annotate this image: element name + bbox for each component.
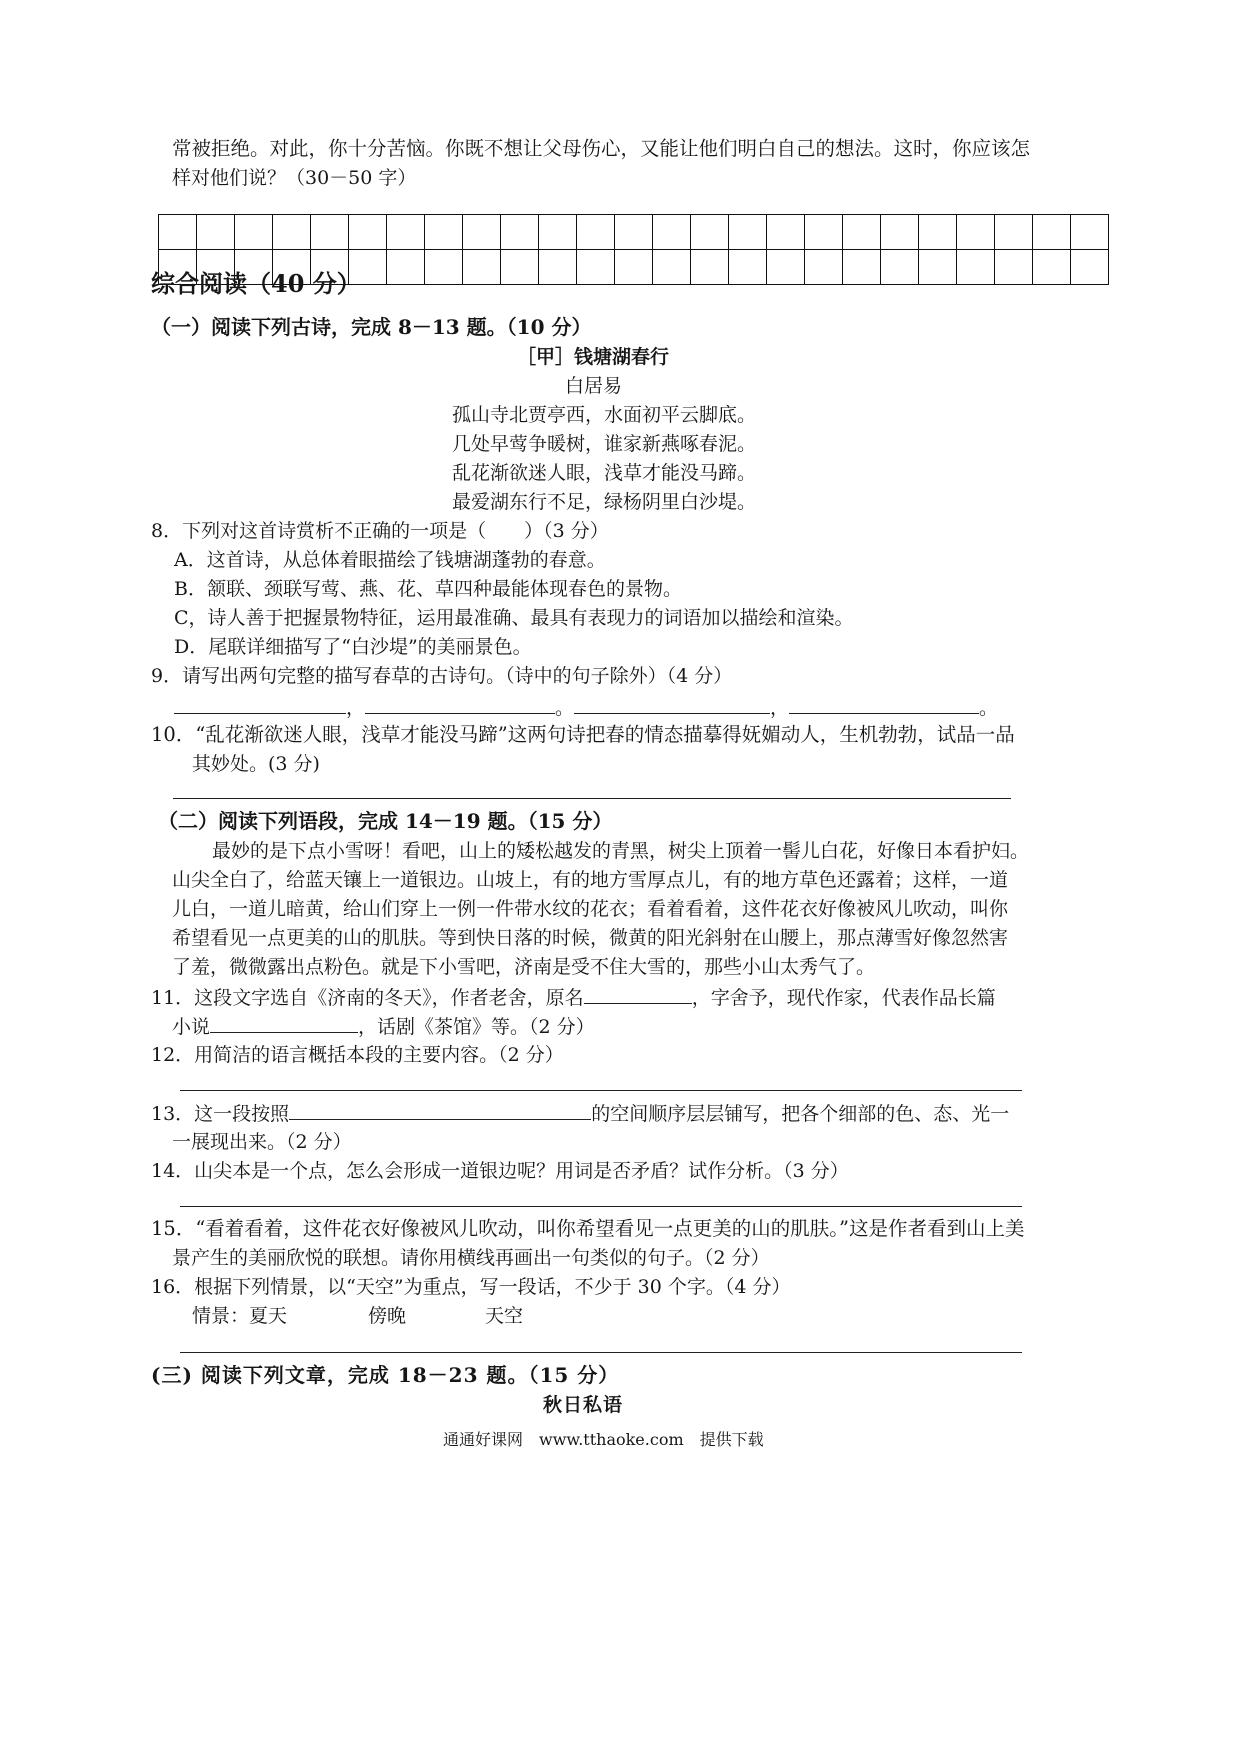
part3-heading: (三) 阅读下列文章，完成 18－23 题。（15 分） <box>151 1363 620 1387</box>
grid-cell[interactable] <box>1033 215 1071 250</box>
grid-cell[interactable] <box>425 250 463 285</box>
grid-cell[interactable] <box>691 250 729 285</box>
question-10-line2: 其妙处。(3 分) <box>192 753 320 775</box>
part2-heading: （二）阅读下列语段，完成 14－19 题。（15 分） <box>158 809 613 833</box>
grid-cell[interactable] <box>843 215 881 250</box>
answer-blank[interactable] <box>174 694 346 714</box>
passage-line: 山尖全白了，给蓝天镶上一道银边。山坡上，有的地方雪厚点儿，有的地方草色还露着；这样，一道 <box>172 869 1009 891</box>
question-16-scene-sky: 天空 <box>485 1305 524 1327</box>
grid-cell[interactable] <box>387 250 425 285</box>
grid-cell[interactable] <box>311 215 349 250</box>
grid-cell[interactable] <box>387 215 425 250</box>
grid-cell[interactable] <box>1071 250 1109 285</box>
period: 。 <box>555 697 575 719</box>
prev-question-line1: 常被拒绝。对此，你十分苦恼。你既不想让父母伤心，又能让他们明白自己的想法。这时，你应该怎 <box>172 137 1031 160</box>
question-16-scene-evening: 傍晚 <box>368 1305 407 1327</box>
poem-author: 白居易 <box>565 375 623 397</box>
question-11-text: ，话剧《茶馆》等。（2 分） <box>358 1016 595 1038</box>
grid-cell[interactable] <box>767 250 805 285</box>
section-title: 综合阅读（40 分） <box>151 269 361 298</box>
grid-cell[interactable] <box>919 250 957 285</box>
question-8: 8．下列对这首诗赏析不正确的一项是（ ）（3 分） <box>151 520 609 542</box>
grid-cell[interactable] <box>1033 250 1071 285</box>
answer-blank[interactable] <box>789 694 979 714</box>
grid-cell[interactable] <box>957 215 995 250</box>
comma: ， <box>346 697 366 719</box>
part1-heading: （一）阅读下列古诗，完成 8－13 题。（10 分） <box>151 315 592 339</box>
question-11-text: 11．这段文字选自《济南的冬天》，作者老舍，原名 <box>151 987 584 1009</box>
grid-cell[interactable] <box>881 215 919 250</box>
grid-cell[interactable] <box>653 215 691 250</box>
grid-cell[interactable] <box>919 215 957 250</box>
comma: ， <box>770 697 790 719</box>
answer-blank[interactable] <box>584 984 692 1004</box>
question-13-text: 的空间顺序层层铺写，把各个细部的色、态、光一 <box>591 1103 1010 1125</box>
grid-cell[interactable] <box>653 250 691 285</box>
question-11-text: ，字舍予，现代作家，代表作品长篇 <box>691 987 996 1009</box>
poem-line: 几处早莺争暖树，谁家新燕啄春泥。 <box>452 433 757 455</box>
question-11-text: 小说 <box>172 1016 211 1038</box>
question-9: 9．请写出两句完整的描写春草的古诗句。（诗中的句子除外）（4 分） <box>151 665 733 687</box>
grid-cell[interactable] <box>615 215 653 250</box>
question-15-line2: 景产生的美丽欣悦的联想。请你用横线再画出一句类似的句子。（2 分） <box>172 1247 770 1269</box>
footer-source: 通通好课网 www.tthaoke.com 提供下载 <box>443 1430 764 1449</box>
question-11-line2 <box>172 1013 595 1040</box>
answer-blank[interactable] <box>289 1100 591 1120</box>
grid-cell[interactable] <box>235 215 273 250</box>
answer-line[interactable] <box>180 1352 1022 1353</box>
grid-cell[interactable] <box>1071 215 1109 250</box>
grid-cell[interactable] <box>463 250 501 285</box>
grid-cell[interactable] <box>729 215 767 250</box>
question-13-line2: 一展现出来。（2 分） <box>172 1131 352 1153</box>
question-12: 12．用简洁的语言概括本段的主要内容。（2 分） <box>151 1044 564 1066</box>
option-d[interactable]: D．尾联详细描写了“白沙堤”的美丽景色。 <box>174 636 532 658</box>
question-9-blanks <box>174 694 998 721</box>
article-title: 秋日私语 <box>543 1394 624 1416</box>
grid-cell[interactable] <box>805 215 843 250</box>
poem-line: 最爱湖东行不足，绿杨阴里白沙堤。 <box>452 491 757 513</box>
grid-cell[interactable] <box>501 215 539 250</box>
question-15-line1: 15．“看着看着，这件花衣好像被风儿吹动，叫你希望看见一点更美的山的肌肤。”这是作者看到山上美 <box>151 1217 1025 1240</box>
answer-blank[interactable] <box>365 694 555 714</box>
poem-line: 孤山寺北贾亭西，水面初平云脚底。 <box>452 404 757 426</box>
question-13-text: 13．这一段按照 <box>151 1103 290 1125</box>
option-a[interactable]: A．这首诗，从总体着眼描绘了钱塘湖蓬勃的春意。 <box>174 549 606 571</box>
question-16-scene-label: 情景：夏天 <box>192 1305 288 1327</box>
grid-cell[interactable] <box>615 250 653 285</box>
passage-line: 最妙的是下点小雪呀！看吧，山上的矮松越发的青黑，树尖上顶着一髻儿白花，好像日本看护妇。 <box>212 840 1030 862</box>
grid-cell[interactable] <box>957 250 995 285</box>
grid-cell[interactable] <box>197 215 235 250</box>
grid-cell[interactable] <box>995 250 1033 285</box>
answer-blank[interactable] <box>574 694 770 714</box>
passage-line: 希望看见一点更美的山的肌肤。等到快日落的时候，微黄的阳光斜射在山腰上，那点薄雪好像忽然害 <box>172 927 1009 949</box>
grid-cell[interactable] <box>691 215 729 250</box>
grid-cell[interactable] <box>159 215 197 250</box>
grid-cell[interactable] <box>539 215 577 250</box>
answer-line[interactable] <box>173 798 1011 799</box>
question-10-line1: 10．“乱花渐欲迷人眼，浅草才能没马蹄”这两句诗把春的情态描摹得妩媚动人，生机勃勃，试品一品 <box>151 723 1015 746</box>
grid-cell[interactable] <box>463 215 501 250</box>
grid-cell[interactable] <box>805 250 843 285</box>
grid-cell[interactable] <box>881 250 919 285</box>
grid-cell[interactable] <box>539 250 577 285</box>
prev-question-line2: 样对他们说？（30－50 字） <box>172 167 417 189</box>
period: 。 <box>979 697 999 719</box>
question-11-line1 <box>151 984 996 1011</box>
answer-blank[interactable] <box>210 1013 358 1033</box>
grid-row <box>159 215 1109 250</box>
grid-cell[interactable] <box>729 250 767 285</box>
grid-cell[interactable] <box>577 250 615 285</box>
grid-cell[interactable] <box>577 215 615 250</box>
poem-line: 乱花渐欲迷人眼，浅草才能没马蹄。 <box>452 462 757 484</box>
answer-line[interactable] <box>180 1206 1022 1207</box>
answer-line[interactable] <box>180 1090 1022 1091</box>
grid-cell[interactable] <box>843 250 881 285</box>
option-c[interactable]: C，诗人善于把握景物特征，运用最准确、最具有表现力的词语加以描绘和渲染。 <box>174 607 854 629</box>
question-13-line1 <box>151 1100 1009 1127</box>
grid-cell[interactable] <box>273 215 311 250</box>
passage-line: 了羞，微微露出点粉色。就是下小雪吧，济南是受不住大雪的，那些小山太秀气了。 <box>172 956 876 978</box>
question-16: 16．根据下列情景，以“天空”为重点，写一段话，不少于 30 个字。（4 分） <box>151 1276 791 1298</box>
grid-cell[interactable] <box>767 215 805 250</box>
grid-cell[interactable] <box>995 215 1033 250</box>
grid-cell[interactable] <box>425 215 463 250</box>
option-b[interactable]: B．颔联、颈联写莺、燕、花、草四种最能体现春色的景物。 <box>174 578 682 600</box>
passage-line: 儿白，一道儿暗黄，给山们穿上一例一件带水纹的花衣；看着看着，这件花衣好像被风儿吹动，叫你 <box>172 898 1009 920</box>
question-14: 14．山尖本是一个点，怎么会形成一道银边呢？用词是否矛盾？试作分析。（3 分） <box>151 1160 849 1182</box>
poem-title: ［甲］钱塘湖春行 <box>517 346 670 368</box>
grid-cell[interactable] <box>501 250 539 285</box>
grid-cell[interactable] <box>349 215 387 250</box>
